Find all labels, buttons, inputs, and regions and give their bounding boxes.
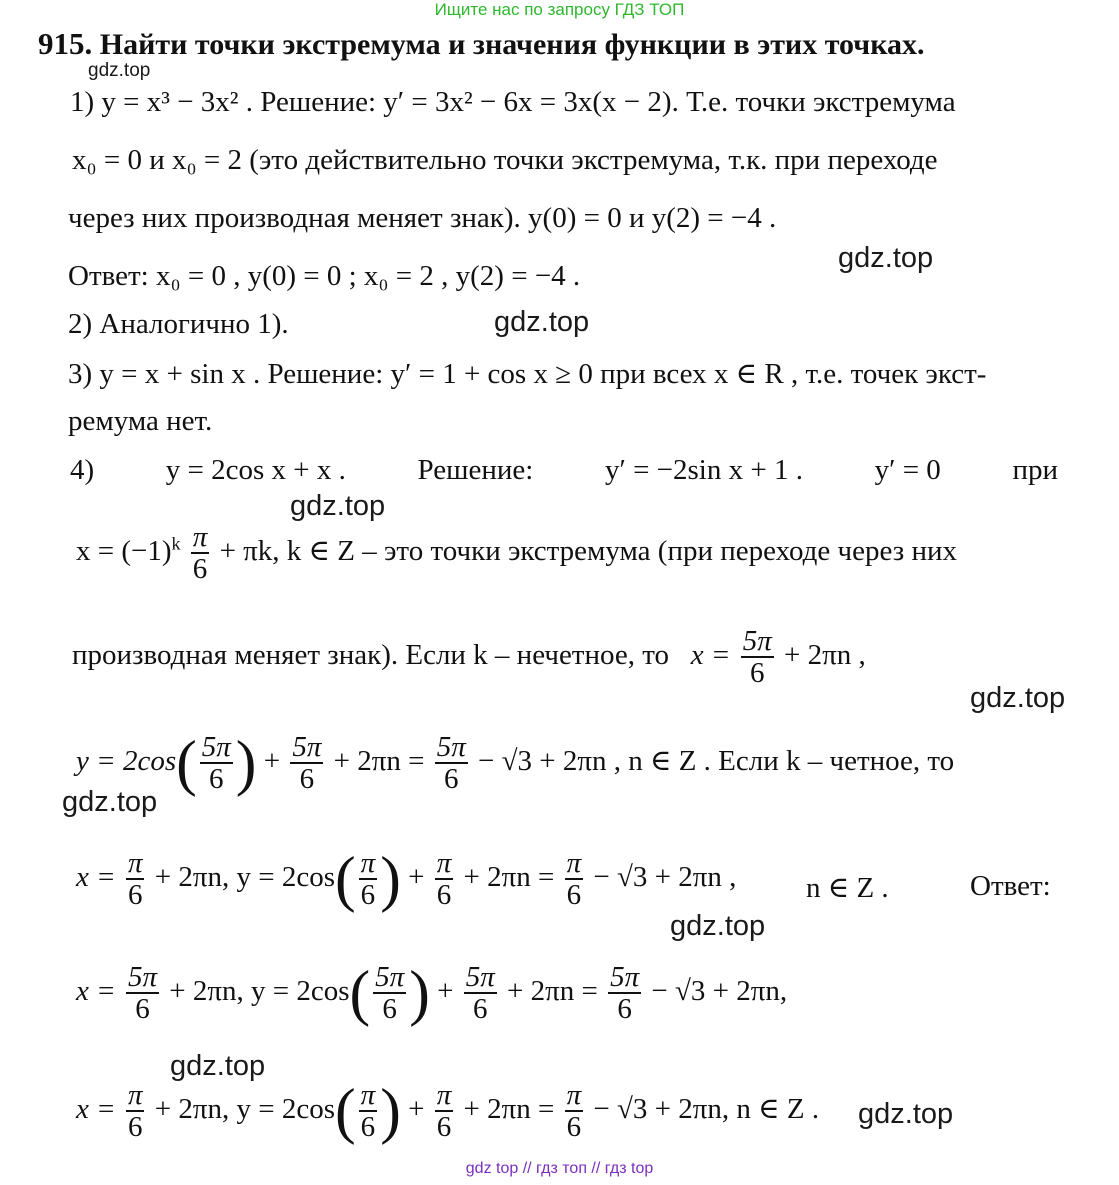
fraction-pi-over-6	[435, 848, 454, 911]
solution-line-7: ремума нет.	[68, 405, 213, 437]
y-equals-cos: y = 2cos	[76, 745, 177, 778]
problem-title: Найти точки экстремума и значения функции в этих точках.	[99, 28, 925, 61]
fraction-denominator: 6	[126, 878, 145, 910]
period-term: + 2πn ,	[784, 639, 866, 672]
right-paren: )	[235, 729, 257, 798]
fraction-numerator: π	[566, 1079, 582, 1111]
fraction-denominator: 6	[608, 992, 641, 1024]
y-equals-cos: + 2πn, y = 2cos	[154, 861, 335, 894]
fraction-numerator: 5π	[127, 961, 157, 993]
fraction-denominator: 6	[126, 992, 159, 1024]
fraction-numerator: 5π	[610, 961, 640, 993]
fraction-numerator: π	[360, 1079, 376, 1111]
extremum-points-text: + πk, k ∈ Z – это точки экстремума (при переходе через них	[219, 535, 957, 568]
period-term: + 2πn =	[463, 1093, 555, 1126]
item-number: 4)	[70, 454, 95, 486]
fraction-pi-over-6	[435, 1080, 454, 1143]
watermark: gdz.top	[290, 490, 386, 522]
plus-sign: +	[263, 745, 281, 778]
fraction-numerator: 5π	[292, 731, 322, 763]
fraction-numerator: 5π	[201, 731, 231, 763]
function-expression: y = 2cos x + x .	[165, 454, 346, 486]
fraction-pi-over-6	[126, 1080, 145, 1143]
fraction-numerator: π	[566, 847, 582, 879]
answer-label: Ответ:	[970, 870, 1051, 902]
fraction-numerator: π	[436, 847, 452, 879]
fraction-5pi-over-6	[741, 626, 774, 689]
solution-word: Решение:	[417, 454, 534, 486]
solution-line-11	[76, 729, 955, 798]
fraction-pi-over-6	[191, 522, 210, 585]
fraction-5pi-over-6	[608, 962, 641, 1025]
left-paren: (	[176, 729, 197, 798]
fraction-pi-over-6	[565, 848, 584, 911]
fraction-denominator: 6	[373, 992, 406, 1024]
fraction-denominator: 6	[200, 762, 233, 794]
watermark: gdz.top	[670, 910, 766, 942]
fraction-denominator: 6	[359, 878, 378, 910]
fraction-denominator: 6	[464, 992, 497, 1024]
right-paren: )	[380, 1077, 401, 1146]
x-equals: x =	[76, 1093, 116, 1126]
x-equals: x =	[76, 975, 116, 1008]
watermark: gdz.top	[62, 786, 158, 818]
fraction-numerator: π	[360, 847, 376, 879]
fraction-pi-over-6	[359, 848, 378, 911]
watermark: gdz.top	[858, 1098, 954, 1130]
fraction-numerator: 5π	[375, 961, 405, 993]
result-term: − √3 + 2πn ,	[593, 861, 737, 894]
solution-line-5: 2) Аналогично 1).	[68, 308, 289, 340]
fraction-denominator: 6	[126, 1110, 145, 1142]
watermark: gdz.top	[838, 242, 934, 274]
solution-line-3: через них производная меняет знак). y(0) = 0 и y(2) = −4 .	[68, 202, 777, 234]
power-base: x = (−1)	[76, 535, 172, 568]
fraction-denominator: 6	[741, 656, 774, 688]
problem-heading	[38, 26, 925, 62]
fraction-numerator: 5π	[436, 731, 466, 763]
fraction-denominator: 6	[435, 762, 468, 794]
odd-k-text: производная меняет знак). Если k – нечетное, то	[72, 639, 670, 672]
left-paren: (	[335, 845, 356, 914]
solution-line-10	[72, 626, 866, 689]
period-term: + 2πn =	[333, 745, 425, 778]
fraction-numerator: π	[127, 1079, 143, 1111]
plus-sign: +	[408, 861, 425, 894]
period-term: + 2πn =	[463, 861, 555, 894]
fraction-denominator: 6	[565, 878, 584, 910]
integer-set: n ∈ Z .	[806, 872, 889, 904]
derivative-expression: y′ = −2sin x + 1 .	[604, 454, 803, 486]
fraction-numerator: π	[192, 521, 208, 553]
power-exponent: k	[171, 533, 181, 554]
y-equals-cos: + 2πn, y = 2cos	[169, 975, 350, 1008]
word-pri: при	[1012, 454, 1058, 486]
fraction-numerator: π	[436, 1079, 452, 1111]
fraction-pi-over-6	[565, 1080, 584, 1143]
fraction-denominator: 6	[359, 1110, 378, 1142]
bottom-links[interactable]: gdz top // гдз топ // гдз top	[465, 1160, 654, 1177]
fraction-5pi-over-6	[290, 732, 323, 795]
solution-line-2: x₀ = 0 и x₀ = 2 (это действительно точки экстремума, т.к. при переходе	[72, 144, 938, 176]
result-term: − √3 + 2πn,	[651, 975, 788, 1008]
fraction-5pi-over-6	[126, 962, 159, 1025]
solution-line-8	[70, 454, 1058, 487]
fraction-5pi-over-6	[373, 962, 406, 1025]
fraction-numerator: 5π	[742, 625, 772, 657]
watermark: gdz.top	[88, 60, 151, 81]
plus-sign: +	[437, 975, 454, 1008]
solution-line-1: 1) y = x³ − 3x² . Решение: y′ = 3x² − 6x = 3x(x − 2). Т.е. точки экстремума	[70, 86, 956, 118]
answer-line-3	[76, 1077, 820, 1146]
solution-line-6: 3) y = x + sin x . Решение: y′ = 1 + cos x ≥ 0 при всех x ∈ R , т.е. точек экст-	[68, 358, 987, 390]
fraction-denominator: 6	[435, 1110, 454, 1142]
answer-line-2	[76, 959, 788, 1028]
result-term: − √3 + 2πn, n ∈ Z .	[593, 1093, 820, 1126]
fraction-denominator: 6	[565, 1110, 584, 1142]
left-paren: (	[335, 1077, 356, 1146]
fraction-5pi-over-6	[435, 732, 468, 795]
watermark: gdz.top	[970, 682, 1066, 714]
answer-line-1: Ответ: x₀ = 0 , y(0) = 0 ; x₀ = 2 , y(2) = −4 .	[68, 260, 581, 292]
period-term: + 2πn =	[506, 975, 598, 1008]
fraction-pi-over-6	[126, 848, 145, 911]
fraction-pi-over-6	[359, 1080, 378, 1143]
fraction-numerator: π	[127, 847, 143, 879]
left-paren: (	[349, 959, 371, 1028]
y-equals-cos: + 2πn, y = 2cos	[154, 1093, 335, 1126]
solution-line-9	[76, 522, 957, 585]
fraction-denominator: 6	[435, 878, 454, 910]
derivative-zero: y′ = 0	[874, 454, 941, 486]
fraction-denominator: 6	[191, 552, 210, 584]
watermark: gdz.top	[494, 306, 590, 338]
fraction-5pi-over-6	[464, 962, 497, 1025]
right-paren: )	[380, 845, 401, 914]
solution-line-12	[76, 845, 737, 914]
top-banner[interactable]: Ищите нас по запросу ГДЗ ТОП	[434, 0, 685, 19]
plus-sign: +	[408, 1093, 425, 1126]
x-equals: x =	[690, 639, 731, 672]
problem-number: 915.	[38, 26, 93, 61]
x-equals: x =	[76, 861, 116, 894]
watermark: gdz.top	[170, 1050, 266, 1082]
fraction-numerator: 5π	[465, 961, 495, 993]
fraction-5pi-over-6	[200, 732, 233, 795]
right-paren: )	[409, 959, 430, 1028]
fraction-denominator: 6	[290, 762, 323, 794]
even-k-text: − √3 + 2πn , n ∈ Z . Если k – четное, то	[477, 745, 955, 778]
